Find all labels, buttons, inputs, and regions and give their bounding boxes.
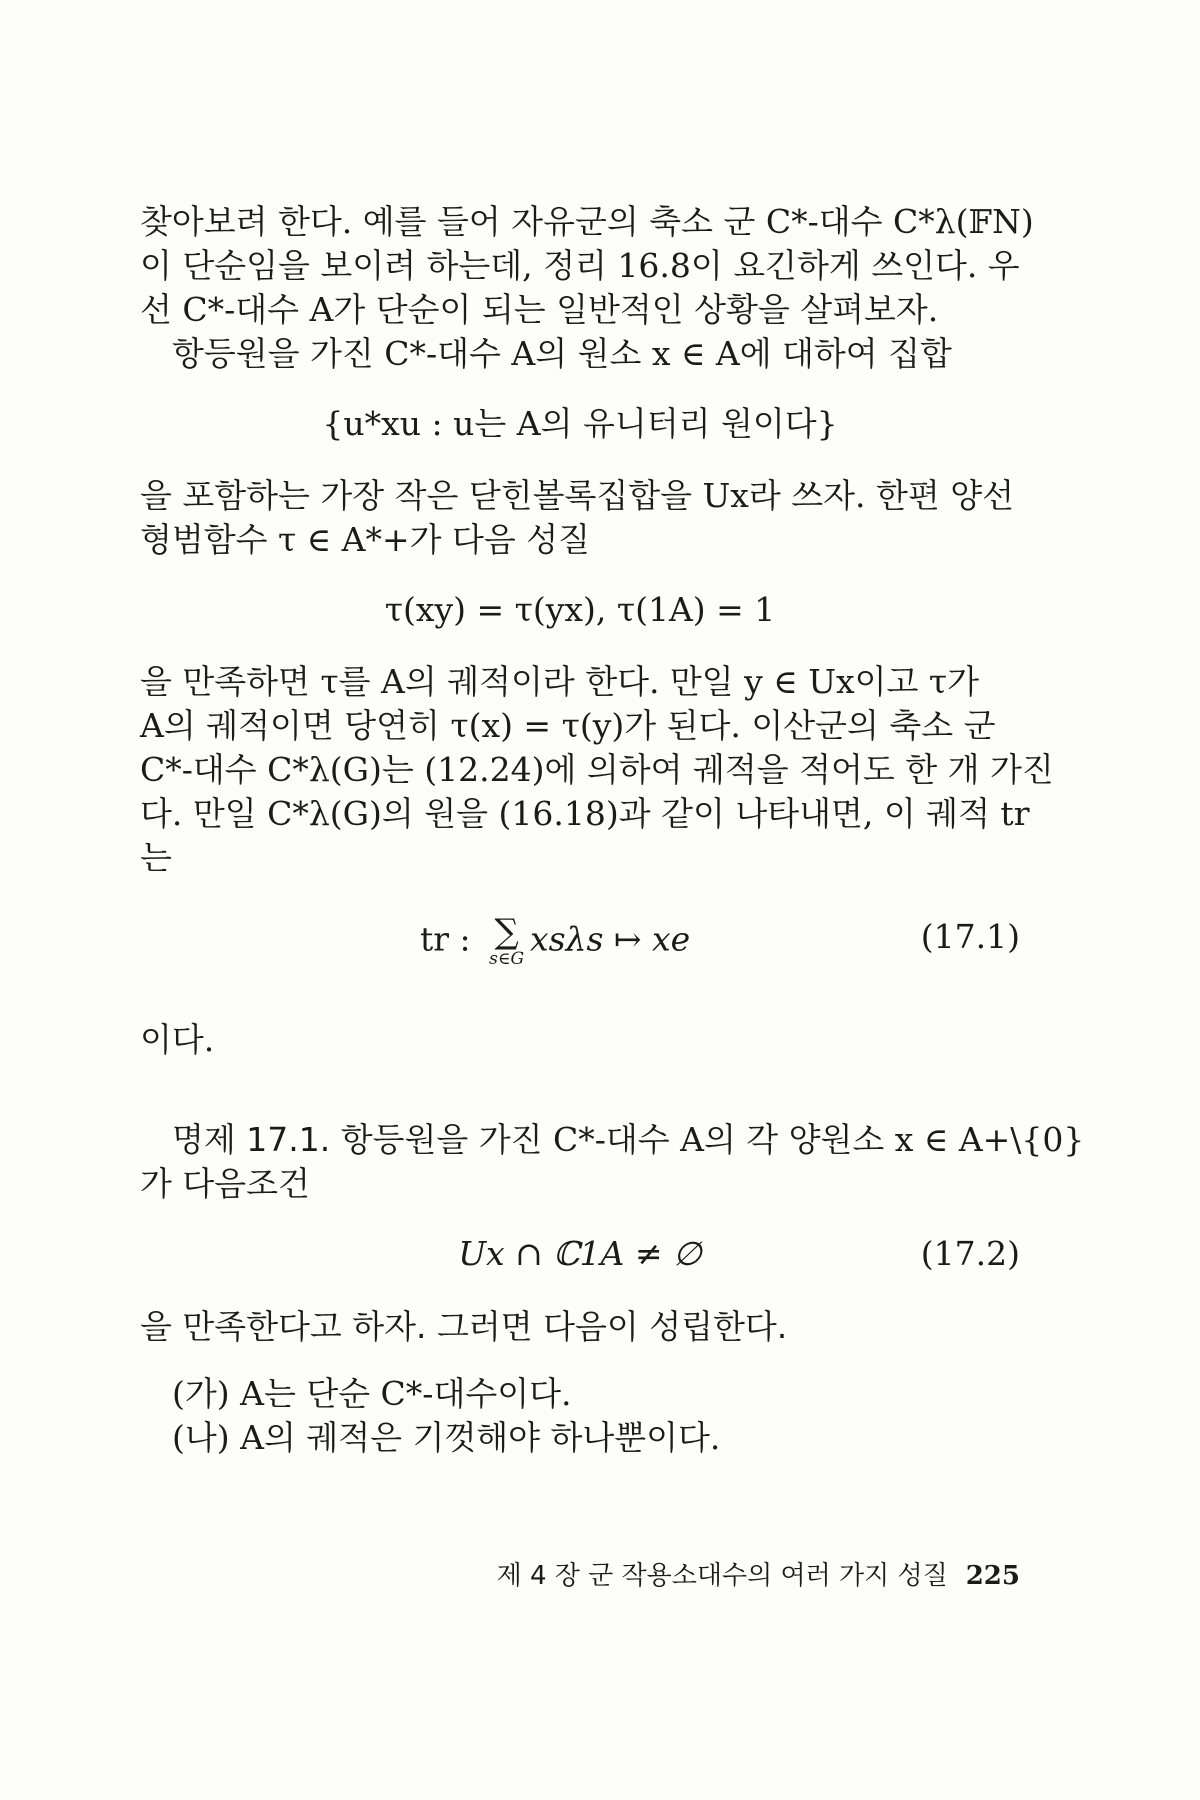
body-line: C*-대수 C*λ(G)는 (12.24)에 의하여 궤적을 적어도 한 개 가진: [140, 750, 1054, 789]
page-number: 225: [965, 1561, 1020, 1591]
proposition-text: 항등원을 가진 C*-대수 A의 각 양원소 x ∈ A+\{0}: [340, 1120, 1085, 1159]
trace-equation: τ(xy) = τ(yx), τ(1A) = 1: [384, 590, 776, 629]
page-footer: [140, 1560, 1020, 1592]
body-line: 항등원을 가진 C*-대수 A의 원소 x ∈ A에 대하여 집합: [172, 334, 952, 373]
body-line: 을 포함하는 가장 작은 닫힌볼록집합을 Ux라 쓰자. 한편 양선: [140, 476, 1015, 515]
list-item: (나) A의 궤적은 기껏해야 하나뿐이다.: [172, 1418, 721, 1457]
equation-number: (17.1): [920, 917, 1020, 956]
proposition-label: 명제 17.1.: [172, 1120, 331, 1159]
body-line: 을 만족하면 τ를 A의 궤적이라 한다. 만일 y ∈ Ux이고 τ가: [140, 662, 980, 701]
list-item: (가) A는 단순 C*-대수이다.: [172, 1374, 572, 1413]
eq-rhs: xsλs ↦ xe: [530, 919, 691, 959]
set-equation: {u*xu : u는 A의 유니터리 원이다}: [322, 404, 838, 443]
body-line: 선 C*-대수 A가 단순이 되는 일반적인 상황을 살펴보자.: [140, 290, 939, 329]
summation-index: s∈G: [489, 949, 525, 969]
running-header: 제 4 장 군 작용소대수의 여러 가지 성질: [496, 1561, 948, 1591]
body-line: A의 궤적이면 당연히 τ(x) = τ(y)가 된다. 이산군의 축소 군: [140, 706, 996, 745]
body-line: 찾아보려 한다. 예를 들어 자유군의 축소 군 C*-대수 C*λ(𝔽N): [140, 202, 1034, 241]
proposition-line: 을 만족한다고 하자. 그러면 다음이 성립한다.: [140, 1307, 788, 1346]
body-line: 다. 만일 C*λ(G)의 원을 (16.18)과 같이 나타내면, 이 궤적 tr: [140, 794, 1030, 833]
body-line: 이다.: [140, 1020, 215, 1059]
equation-number: (17.2): [920, 1234, 1020, 1273]
proposition-line: [172, 1118, 1085, 1162]
summation-symbol: ∑ s∈G: [489, 912, 525, 969]
body-line: 형범함수 τ ∈ A*+가 다음 성질: [140, 520, 591, 559]
eq-lhs: tr :: [420, 919, 482, 959]
body-line: 는: [140, 838, 172, 877]
body-line: 이 단순임을 보이려 하는데, 정리 16.8이 요긴하게 쓰인다. 우: [140, 246, 1020, 285]
proposition-line: 가 다음조건: [140, 1164, 310, 1203]
eq-body: Ux ∩ ℂ1A ≠ ∅: [458, 1234, 702, 1273]
